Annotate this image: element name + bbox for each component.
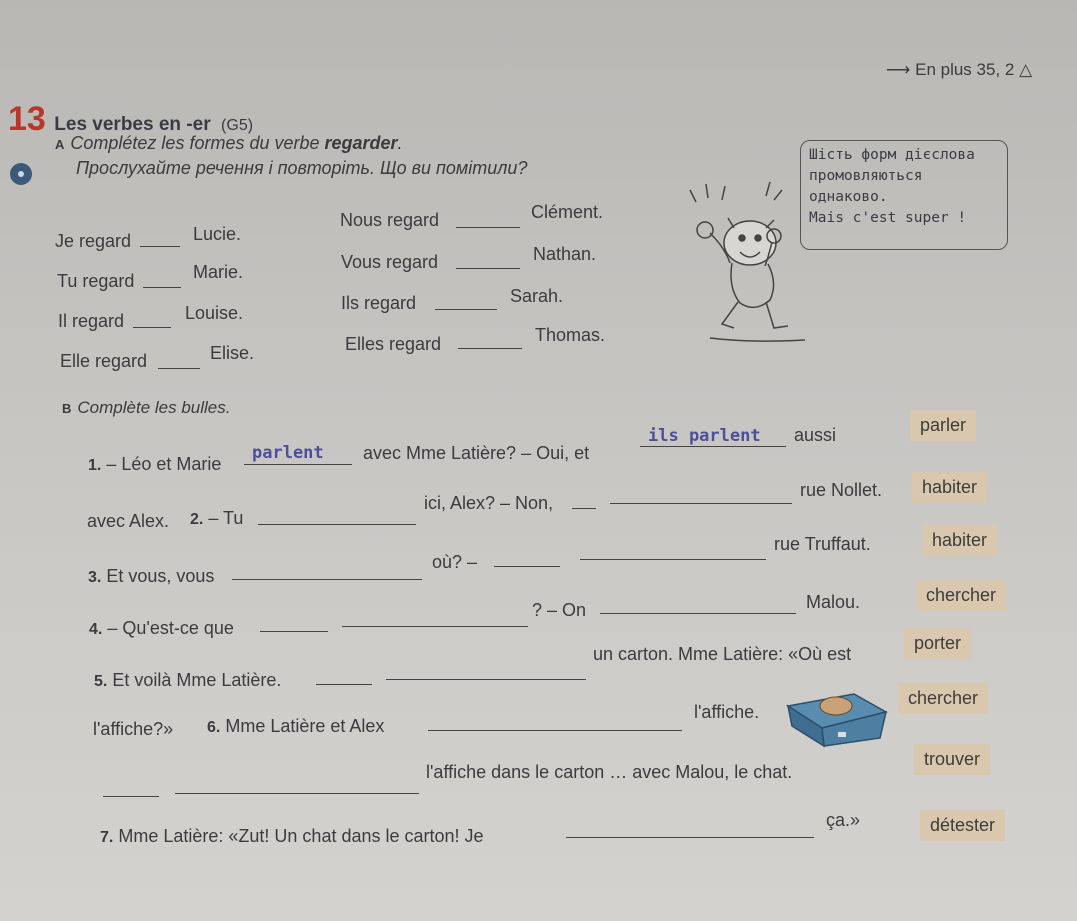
- blank-field[interactable]: [428, 730, 682, 731]
- verb-hint: chercher: [916, 580, 1006, 611]
- blank-field[interactable]: [458, 348, 522, 349]
- sentence-text: ? – On: [532, 600, 587, 620]
- name-label: Clément.: [531, 202, 604, 222]
- arrow-right-icon: ⟶: [886, 60, 916, 79]
- name-label: Louise.: [185, 303, 244, 323]
- sentence-text: ça.»: [826, 810, 861, 830]
- verb-hint: habiter: [912, 472, 987, 503]
- blank-field[interactable]: [316, 684, 372, 685]
- conjugation-row: Nous regard: [340, 210, 440, 230]
- verb-hint: habiter: [922, 525, 997, 556]
- blank-field[interactable]: [572, 508, 596, 509]
- blank-field[interactable]: [580, 559, 766, 560]
- verb-hint: parler: [910, 410, 976, 441]
- exercise-number: 13: [8, 100, 46, 138]
- bubble-line: однаково.: [809, 189, 888, 205]
- blank-field[interactable]: [232, 579, 422, 580]
- sentence-text: l'affiche?»: [93, 719, 174, 739]
- name-label: Lucie.: [193, 224, 242, 244]
- filled-answer[interactable]: parlent: [252, 443, 324, 463]
- blank-field[interactable]: [566, 837, 814, 838]
- blank-field[interactable]: [610, 503, 792, 504]
- exercise-title: Les verbes en -er: [54, 114, 211, 135]
- sentence-text: l'affiche.: [694, 702, 760, 722]
- blank-field[interactable]: [140, 246, 180, 247]
- part-a-instruction: A Complétez les formes du verbe regarder.: [55, 133, 403, 153]
- cross-reference: ⟶ En plus 35, 2 △: [886, 60, 1033, 79]
- blank-field[interactable]: [435, 309, 497, 310]
- conjugation-row: Tu regard: [57, 271, 135, 291]
- cat-in-carton-icon: [782, 684, 892, 748]
- sentence-text: rue Nollet.: [800, 480, 883, 500]
- blank-field[interactable]: [494, 566, 560, 567]
- sentence-text: Malou.: [806, 592, 861, 612]
- triangle-icon: △: [1019, 60, 1033, 79]
- sentence-7: 7. Mme Latière: «Zut! Un chat dans le carton! Je: [100, 826, 484, 846]
- blank-field[interactable]: [103, 796, 159, 797]
- blank-field[interactable]: [342, 626, 528, 627]
- sentence-text: rue Truffaut.: [774, 534, 871, 554]
- conjugation-row: Elles regard: [345, 334, 442, 354]
- sentence-text: où? –: [432, 552, 478, 572]
- cartoon-character-icon: [670, 178, 810, 348]
- part-a-instruction-uk: Прослухайте речення і повторіть. Що ви помітили?: [76, 158, 528, 178]
- name-label: Marie.: [193, 262, 244, 282]
- sentence-6: 6. Mme Latière et Alex: [207, 716, 385, 736]
- blank-field[interactable]: [386, 679, 586, 680]
- verb-hint: détester: [920, 810, 1005, 841]
- part-b-instruction: B Complète les bulles.: [62, 398, 231, 417]
- sentence-5: 5. Et voilà Mme Latière.: [94, 670, 282, 690]
- name-label: Thomas.: [535, 325, 606, 345]
- conjugation-row: Il regard: [58, 311, 125, 331]
- sentence-text: l'affiche dans le carton … avec Malou, le chat.: [426, 762, 793, 782]
- name-label: Elise.: [210, 343, 255, 363]
- blank-field[interactable]: [175, 793, 419, 794]
- sentence-text: aussi: [794, 425, 837, 445]
- blank-field[interactable]: [158, 368, 200, 369]
- conjugation-row: Vous regard: [341, 252, 439, 272]
- blank-field[interactable]: [456, 268, 520, 269]
- verb-hint: porter: [904, 628, 971, 659]
- conjugation-row: Elle regard: [60, 351, 148, 371]
- name-label: Nathan.: [533, 244, 597, 264]
- speech-bubble: [800, 140, 1008, 250]
- filled-answer[interactable]: ils parlent: [648, 426, 761, 446]
- sentence-3: 3. Et vous, vous: [88, 566, 215, 586]
- blank-field[interactable]: [258, 524, 416, 525]
- verb-hint: chercher: [898, 683, 988, 714]
- verb-hint: trouver: [914, 744, 990, 775]
- audio-cd-icon[interactable]: [10, 163, 32, 185]
- blank-field[interactable]: [640, 446, 786, 447]
- conjugation-row: Je regard: [55, 231, 132, 251]
- sentence-text: avec Mme Latière? – Oui, et: [363, 443, 590, 463]
- blank-field[interactable]: [456, 227, 520, 228]
- sentence-1: 1. – Léo et Marie: [88, 454, 222, 474]
- grammar-ref: (G5): [221, 117, 254, 134]
- conjugation-row: Ils regard: [341, 293, 417, 313]
- bubble-line: Mais c'est super !: [809, 210, 967, 226]
- bubble-line: Шість форм дієслова: [809, 147, 975, 163]
- bubble-line: промовляються: [809, 168, 923, 184]
- blank-field[interactable]: [244, 464, 352, 465]
- name-label: Sarah.: [510, 286, 564, 306]
- sentence-text: un carton. Mme Latière: «Où est: [593, 644, 852, 664]
- sentence-2: 2. – Tu: [190, 508, 244, 528]
- blank-field[interactable]: [600, 613, 796, 614]
- blank-field[interactable]: [143, 287, 181, 288]
- blank-field[interactable]: [260, 631, 328, 632]
- sentence-4: 4. – Qu'est-ce que: [89, 618, 234, 638]
- sentence-text: avec Alex.: [87, 511, 170, 531]
- sentence-text: ici, Alex? – Non,: [424, 493, 554, 513]
- blank-field[interactable]: [133, 327, 171, 328]
